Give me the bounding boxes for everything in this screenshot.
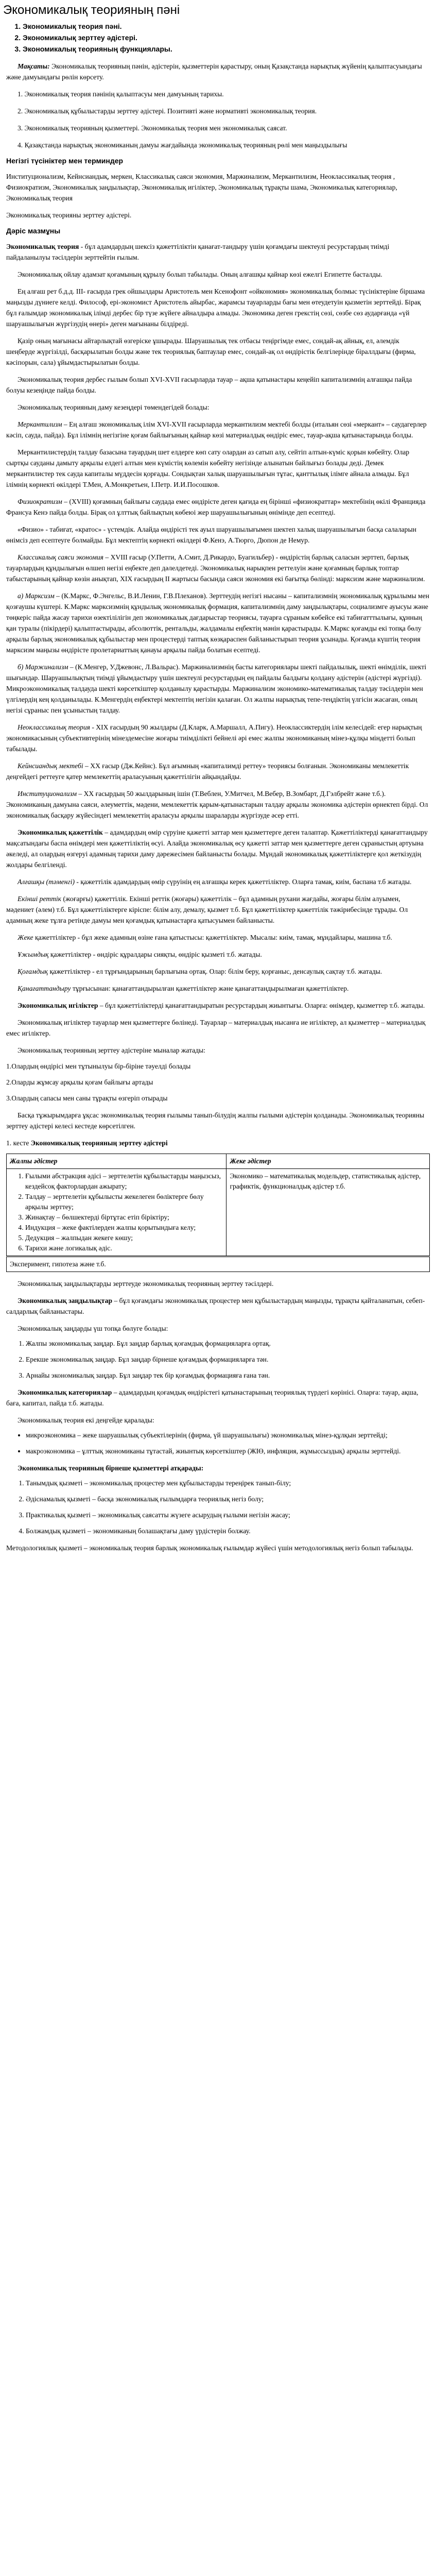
definition: қажеттіліктер - ел тұрғындарының барлығына ортақ. Олар: білім беру, қорғаныс, денсаулық сақтау т.б. жатады.	[48, 968, 382, 975]
definition: - ХІХ ғасырдың 90 жылдары (Д.Кларк, А.Маршалл, А.Пигу). Неоклассиктердің ілім келесідей: егер нарықтың экономикасының субъективтерінің мінездемесіне жоғары тиімділікті бейнелі әрі емес жалпы экономиканың мінез-құлқы міндетті болып табылады.	[6, 723, 422, 753]
paragraph	[6, 496, 430, 518]
method-item: 3. Жинақтау – бөлшектерді біртұтас етіп біріктіру;	[25, 1212, 223, 1223]
paragraph: Методологиялық қызметі – экономикалық теория барлық экономикалық ғылымдар жүйесі үшін методологиялық негіз болып табылады.	[6, 1544, 413, 1552]
definition: қажеттіліктер - бұл жеке адамның өзіне ғана қатыстысы: қажеттіліктер. Мысалы: киім, тамақ, мұндайлары, машина т.б.	[33, 934, 392, 941]
method-item: 2. Талдау – зерттелетін құбылысты жекелеген бөліктерге бөлу арқылы зерттеу;	[25, 1192, 223, 1212]
plan-item: 1. Экономикалық теория пәнінің қалыптасуы мен дамуының тарихы.	[18, 90, 224, 98]
functions-list	[6, 1478, 430, 1536]
term: Меркантилизм	[18, 420, 62, 428]
function-item: 4. Болжамдық қызметі – экономиканың болашақтағы даму үрдістерін болжау.	[26, 1526, 430, 1536]
paragraph: Экономикалық игіліктер тауарлар мен қызметтерге бөлінеді. Тауарлар – материалдық нысанға ие игіліктер, ал қызметтер – материалдық емес игіліктер.	[6, 1019, 426, 1037]
paragraph: «Физио» - табиғат, «кратос» - үстемдік. Алайда өндірісті тек ауыл шаруашылығымен шектеп халық шаруашылығын басқа салаларын өнімсіз деп есептеуге болмайды. Бұл мектептің көрнекті өкілдері Ф.Кенэ, А.Тюрго, Дюпон де Немур.	[6, 526, 416, 544]
term: Жеке	[18, 934, 33, 941]
term: Экономикалық категориялар	[18, 1388, 112, 1396]
specific-methods-cell: Экономико – математикалық модельдер, статистикалық әдістер, графиктік, функционалдық әдістер т.б.	[226, 1169, 430, 1257]
topic-item: 1. Экономикалық теория пәні.	[23, 21, 436, 32]
definition: – адамдардың өмір сүруіне қажетті заттар мен қызметтерге деген талаптар. Қажеттіліктерді қанағаттандыру мақсатындағы баспа өнімдері мен қажеттіліктің өсуі. Алайда экономикалық өсу қажетті заттар мен қызметтерге деген сұраныстың артуына әкеледі, ал олардың өзгеруі адамның тарихи даму дәрежесімен байланысты болады. Мұндай экономикалық қажеттіліктерге қол жеткізудің жолдары белгіленді.	[6, 828, 428, 869]
definition: – XVIII ғасыр (У.Петти, А.Смит, Д.Рикардо, Буагильбер) - өндірістің барлық саласын зерттеп, барлық тауарлардың құндылығын өлшеп негізі еңбекте деп дәлелдетеді. Экономикалық нарықпен реттелуін және қоғамның барлық топтар табыстарының қайнар көзін анықтап, XIX ғасырдың ІІ жартысы басында саяси экономия екі бағытқа бөлінді: марксизм және маржинализм.	[6, 553, 425, 583]
paragraph	[6, 788, 430, 821]
paragraph: Экономикалық ойлау адамзат қоғамының құрылу болып табылады. Оның алғашқы қайнар көзі ежелгі Египетте басталды.	[18, 270, 382, 278]
definition: - бұл адамдардың шексіз қажеттіліктін қанағат-тандыру үшін қоғамдағы шектеулі ресурстардың тиімді пайдаланылуы тәсілдерін зерттейтін ғылым.	[6, 243, 390, 261]
goal-label: Мақсаты:	[18, 62, 50, 70]
definition: – ХХ ғасырдың 50 жылдарының ішін (Т.Веблен, У.Митчел, М.Вебер, В.Зомбарт, Д.Гэлбрейт және т.б.). Экономиканың дамуына саяси, әлеуметтік, мәдени, мемлекеттік қарым-қатынастарын талдау арқылы экономика әдістерін өрнектеп бірді. Ол экономикалық басқару жүйесіндегі мемлекеттің араласуы арқылы шараларды жүргізуде әсер етті.	[6, 790, 428, 819]
level-item: • макроэкономика – ұлттық экономиканы тұтастай, жиынтық көрсеткіштер (ЖІӨ, инфляция, жұмыссыздық) арқылы зерттейді.	[26, 1446, 430, 1456]
definition: – адамдардың қоғамдық өндірістегі қатынастарының теориялық түрдегі көрінісі. Оларға: тауар, ақша, баға, капитал, пайда т.б. жатады.	[6, 1388, 418, 1407]
function-item: 1. Танымдық қызметі – экономикалық процестер мен құбылыстарды тереңірек танып-білу;	[26, 1478, 430, 1488]
methods-table	[6, 1154, 430, 1272]
paragraph: Экономикалық теория дербес ғылым болып XVI-XVII ғасырларда тауар – ақша қатынастары кеңейіп капитализмнің алғашқы пайда болуы кезеңінде пайда болды.	[6, 376, 412, 394]
lecture-heading: Дәріс мазмұны	[6, 227, 61, 235]
term: Қанағаттандыру	[18, 985, 71, 992]
definition: – (К.Менгер, У.Джевонс, Л.Вальрас). Маржинализмнің басты категориялары шекті пайдалылық, шекті өнімділік, шекті шығындар. Шаруашылықтың тиімді ұйымдастыру үшін шектеулі ресурстардың ең пайдалы балдығы қолдану әдістерін (әдістері жүргізді). Микроэкономикалық талдауда шекті көрсеткіштер қолданылу қарастырды. Маржинализм экономико-математикалық талдау тәсілдерін мен үлгілердің кең қолданылады. К.Менгердің еңбектері мектептің негізін қалаған. Ол жалпы нарықтық тепе-теңдіктің үлгісін жасаған, оның негізі сұраныс пен ұсыныстың талдау.	[6, 663, 427, 714]
paragraph	[6, 662, 430, 716]
level-item: • микроэкономика – жеке шаруашылық субъектілерінің (фирма, үй шаруашылығы) экономикалық мінез-құлқын зерттейді;	[26, 1430, 430, 1440]
paragraph	[6, 419, 430, 440]
term: Кейнсиандық мектебі	[18, 762, 83, 770]
statement-item: 3.Олардың сапасы мен саны тұрақты өзгеріп отырады	[6, 1094, 168, 1102]
table-number: 1. кесте	[6, 1139, 29, 1147]
term: Экономикалық игіліктер	[18, 1002, 98, 1009]
table-row	[7, 1257, 430, 1272]
term: Экономикалық теория	[6, 243, 79, 250]
plan-item: 4. Қазақстанда нарықтық экономиканың дамуы жағдайында экономикалық теорияның рөлі мен маңыздылығы	[18, 141, 347, 149]
table-header-specific: Жеке әдістер	[226, 1154, 430, 1169]
keyterms-text: Институционализм, Кейнсиандық, меркен, Классикалық саяси экономия, Маржинализм, Меркантилизм, Неоклассикалық теория , Физиократизм, Экономикалық заңдылықтар, Экономикалық игіліктер, Экономикалық тұрақты шама, Экономикалық категориялар, Экономикалық теория	[6, 173, 397, 202]
definition: – Ең алғаш экономикалық ілім XVI-XVII ғасырларда меркантилизм мектебі болды (итальян сөзі «меркант» – саудагерлер кәсіп, сауда, пайда). Бұл ілімнің негізгіне қоғам байлығының қайнар көзі материалдық өндіріс емес, тауар-ақша қатынастарында болды.	[6, 420, 427, 439]
plan-item: 3. Экономикалық теорияның қызметтері. Экономикалық теория мен экономикалық саясат.	[18, 124, 287, 132]
table-title: Экономикалық теорияның зерттеу әдістері	[30, 1139, 168, 1147]
paragraph	[6, 876, 430, 887]
paragraph: Меркантилистердің талдау базасына тауардың шет елдерге көп сату олардан аз сатып алу, сейтіп алтын-күміс қорын көбейту. Олар сыртқы сауданы дамыту арқылы елдегі алтын мен күмістің көлемін көбейту негізінде алынатын байлығыз болады деді. Демек меркантилистер тек сауда капиталы мүддесін қорғады. Сондықтан халық шаруашылығын тұтас, қанттылық ілімге айнала алмады. Бұл ілімнің көрнекті өкілдері Т.Мен, А.Монкретьен, І.Петр. И.И.Посошков.	[6, 448, 410, 488]
general-methods-cell	[7, 1169, 226, 1257]
paragraph: Экономикалық заңдарды үш топқа бөлуге болады:	[18, 1325, 168, 1332]
method-item: 5. Дедукция – жалпыдан жекеге көшу;	[25, 1233, 223, 1243]
definition: – (К.Маркс, Ф.Энгельс, В.И.Ленин, Г.В.Плеханов). Зерттеудің негізгі нысаны – капитализмнің экономикалық құрылымы мен қозғаушы күштері. К.Маркс марксизмнің құндылық экономикалық формация, капитализмнің даму заңдылықтары, социализмге ауысуы және төңкеріс пайда жасау тарихи өзектілілігін деп экономикалық дағдарыстар теориясы, тауарға сұраным көбейсе екі табиғатттылығы, құнның қан туралы (пікірдері) қалыптастырады, абсолюттік, рентальды, жалдамалы еңбектің мәнін қарастырады. К.Маркс қоғамды екі топқа бөлу арқылы барлық экономикалық құбылыстар мен процестерді таптық көзқараспен байланыстырып теория ұсынады. Қоғамда күштің теория марксизм маңызы өндірісте пролетариаттың қанауы арқылы пайда болатын есептеді.	[6, 592, 429, 654]
term: Институционализм	[18, 790, 77, 798]
term: Классикалық саяси экономия	[18, 553, 103, 561]
table-caption	[6, 1138, 430, 1148]
table-footer-cell: Эксперимент, гипотеза және т.б.	[7, 1257, 430, 1272]
term: Алғашқы (тәменгі)	[18, 878, 75, 886]
paragraph	[6, 893, 430, 926]
term: Қоғамдық	[18, 968, 48, 975]
goal-text: Экономикалық теорияның пәнін, әдістерін, қызметтерін қарастыру, оның Қазақстанда нарықтық жүйенің қалыптасуындағы және дамуындағы рөлін көрсету.	[6, 62, 422, 81]
term: Екінші реттік	[18, 895, 62, 903]
term: Ұжымдық	[18, 951, 49, 958]
method-item: 1. Ғылыми абстракция әдісі – зерттелетін құбылыстарды маңызсыз, кездейсоқ факторлардан ажырату;	[25, 1171, 223, 1192]
definition: тұрғысынан: қанағаттандырылған қажеттіліктер және қанағаттандырылмаған қажеттіліктер.	[71, 985, 349, 992]
term: Экономикалық заңдылықтар	[18, 1297, 113, 1304]
statement-item: 1.Олардың өндірісі мен тұтынылуы бір-біріне тәуелді болады	[6, 1062, 191, 1070]
paragraph	[6, 1295, 430, 1317]
paragraph	[6, 760, 430, 782]
definition: – бұл қоғамдағы экономикалық процестер мен құбылыстардың маңызды, тұрақты қайталанатын, себеп-салдарлық байланыстары.	[6, 1297, 425, 1315]
term: б) Маржинализм	[18, 663, 68, 671]
paragraph	[6, 932, 430, 943]
document-title: Экономикалық теорияның пәні	[3, 3, 180, 17]
paragraph: Қазір оның мағынасы айтарлықтай өзгеріске ұшырады. Шаруашылық тек отбасы теңіргімде емес, сондай-ақ айнық, ел, әлемдік шеңберде жүргізілді, басқарылатын болды және тек теориялық баптаулар емес, сондай-ақ ол өндірістік белгілерінде біраллдығы (фирма, кәсіпорын, сала) ұйымдастырылатын болды.	[6, 337, 416, 366]
table-row	[7, 1169, 430, 1257]
paragraph	[6, 722, 430, 754]
paragraph	[6, 552, 430, 584]
term: Неоклассикалық теория	[18, 723, 90, 731]
definition: - қажеттілік адамдардың өмір сүруінің ең алғашқы керек қажеттіліктер. Оларға тамақ, киім, баспана т.б жатады.	[75, 878, 412, 886]
paragraph	[6, 983, 430, 994]
law-item: 1. Жалпы экономикалық заңдар. Бұл заңдар барлық қоғамдық формацияларға ортақ.	[26, 1338, 430, 1349]
paragraph	[6, 1000, 430, 1011]
method-item: 4. Индукция – жеке фактілерден жалпы қорытындыға келу;	[25, 1223, 223, 1233]
law-item: 2. Ерекше экономикалық заңдар. Бұл заңдар бірнеше қоғамдық формацияларға тән.	[26, 1354, 430, 1365]
topic-list	[0, 21, 436, 55]
keyterms-heading: Негізгі түсініктер мен терминдер	[6, 157, 124, 165]
paragraph: Экономикалық теорияның даму кезеңдері төмендегідей болады:	[18, 403, 210, 411]
keyterms-text-2: Экономикалық теорияны зерттеу әдістері.	[6, 211, 132, 219]
definition: – бұл қажеттіліктерді қанағаттандыратын ресурстардың жиынтығы. Оларға: өнімдер, қызметтер т.б. жатады.	[98, 1002, 425, 1009]
term: Экономикалық қажеттілік	[18, 828, 103, 836]
definition: – (XVIII) қоғамның байлығы саудада емес өндірісте деген қағида ең бірінші «физиократтар» мектебінің өкілі Францияда Франсуа Кенэ пайда болды. Бірақ ол ұлттық байлықтың көбеюі жер шаруашылығының өнімінде деп есептеді.	[6, 498, 426, 516]
plan-item: 2. Экономикалық құбылыстарды зерттеу әдістері. Позитивті және нормативті экономикалық теория.	[18, 107, 317, 115]
topic-item: 2. Экономикалық зерттеу әдістері.	[23, 32, 436, 43]
topic-item: 3. Экономикалық теорияның функциялары.	[23, 43, 436, 55]
laws-list	[6, 1338, 430, 1381]
table-header-row	[7, 1154, 430, 1169]
definition: – ХХ ғасыр (Дж.Кейнс). Бұл ағымның «капиталимді реттеу» теориясы болғанын. Экономиканы мемлекеттік деңгейдегі реттеуге қатер мемлекеттің араласуының қажеттілігін айқындайды.	[6, 762, 409, 781]
term: Физиократизм	[18, 498, 62, 505]
table-header-general: Жалпы әдістер	[7, 1154, 226, 1169]
function-item: 3. Практикалық қызметі – экономикалық саясатты жүзеге асырудың ғылыми негізін жасау;	[26, 1510, 430, 1520]
paragraph	[6, 949, 430, 960]
paragraph: Ең алғаш рет б.д.д. ІІІ- ғасырда грек ойшылдары Аристотель мен Ксенофонт «ойкономия» экономикалық болмыс түсініктеріне біршама маңызды дүниеге келді. Философ, ері-экономист Аристотель айырбас, жарамсы тауарларды бағы мен өтеудетуін қызметін зерттейді. Бірақ бұл ғалымдар экономикалық ілімді дербес бір түзе жүйеге айналдыра алмады. Экономика деген грекстің сөзі, сөзбе сөз аударғанда «үй шаруашылығын жүргізудің өнері» деген мағынаны білдіреді.	[6, 287, 425, 328]
paragraph: Экономикалық теория екі деңгейде қаралады:	[18, 1416, 154, 1424]
statement-item: 2.Оларды жұмсау арқылы қоғам байлығы артады	[6, 1078, 153, 1086]
definition: (жоғарғы) қажеттілік. Екінші реттік (жоғары) қажеттілік – бұл адамның рухани жағдайы, жоғары білім алуымен, мәдениет (әлем) т.б. Бұл қажеттіліктерге кіріспе: білім алу, демалу, қызмет т.б. Бұл қажеттіліктер қажеттілік тәжірибесінде тұрады. Ол адамның жеке тұлға ретінде дамуы мен қоғамдық қатынастарға қатысуымен байланысты.	[6, 895, 408, 924]
paragraph	[6, 590, 430, 655]
functions-heading: Экономикалық теорияның бірнеше қызметтері атқарады:	[18, 1464, 204, 1472]
goal-paragraph	[6, 61, 430, 82]
paragraph: Басқа тұжырымдарға ұқсас экономикалық теория ғылымы танып-білудің жалпы ғылыми әдістерін қолданады. Экономикалық теорияны зерттеу әдістері келесі кестеде көрсетілген.	[6, 1111, 425, 1130]
term: а) Марксизм	[18, 592, 55, 600]
method-item: 6. Тарихи және логикалық әдіс.	[25, 1243, 223, 1253]
paragraph	[6, 966, 430, 977]
function-item: 2. Әдіснамалық қызметі – басқа экономикалық ғылымдарға теориялық негіз болу;	[26, 1494, 430, 1504]
numbered-statements	[6, 1061, 430, 1104]
paragraph: Экономикалық заңдылықтарды зерттеуде экономикалық теорияның зерттеу тәсілдері.	[18, 1280, 274, 1287]
paragraph	[6, 827, 430, 870]
paragraph: Экономикалық теорияның зерттеу әдістеріне мыналар жатады:	[18, 1046, 206, 1054]
definition: қажеттіліктер - өндіріс құралдары сияқты, өндіріс қызметі т.б. жатады.	[48, 951, 262, 958]
levels-list	[6, 1430, 430, 1456]
paragraph	[6, 241, 430, 263]
paragraph	[6, 1387, 430, 1409]
law-item: 3. Арнайы экономикалық заңдар. Бұл заңдар тек бір қоғамдық формацияға ғана тән.	[26, 1370, 430, 1381]
